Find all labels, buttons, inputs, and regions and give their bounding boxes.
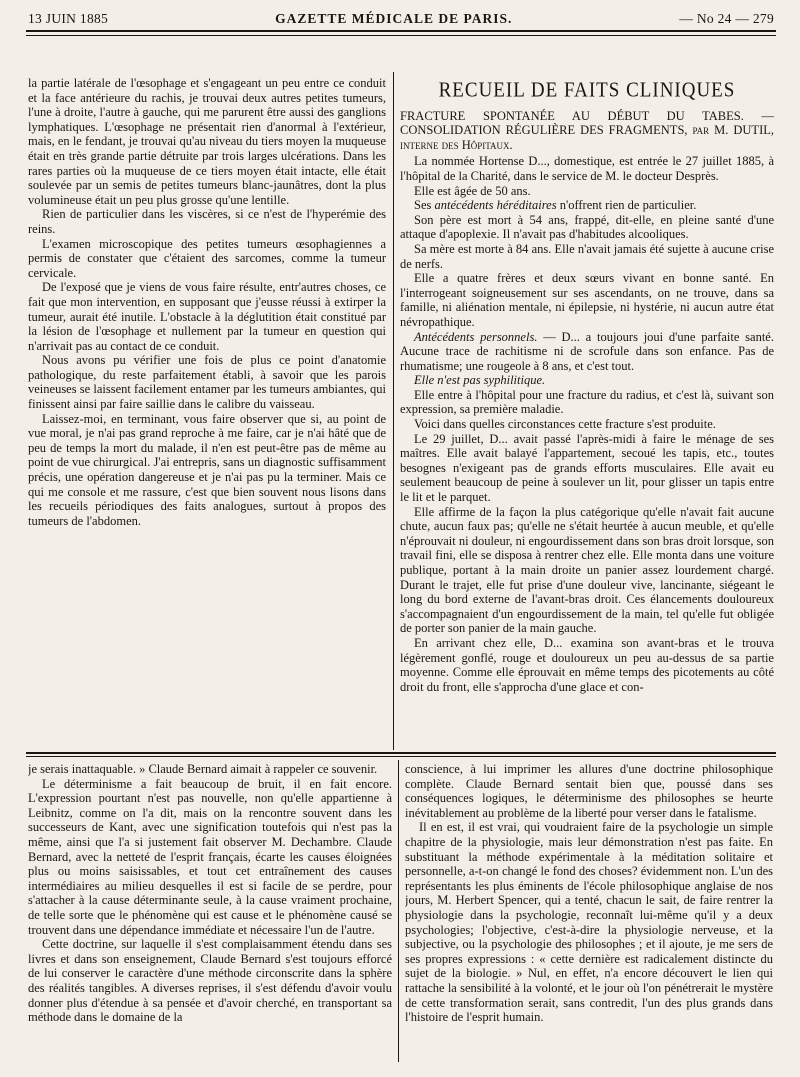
emphasis: antécédents héréditaires: [434, 198, 557, 213]
paragraph: En arrivant chez elle, D... examina son avant-bras et le trouva légèrement gonflé, rouge et douloureux un peu au-dessus de sa partie moyenne. Comme elle éprouvait en même temps des picotements au côté droit du front, elle s'approcha d'une glace et con-: [400, 635, 774, 694]
paragraph: Elle a quatre frères et deux sœurs vivant en bonne santé. En l'interrogeant soigneusement sur ses ascendants, on ne trouve, dans sa famille, ni aliénation mentale, ni épilepsie, ni hystérie, ni aucun autre état névropathique.: [400, 271, 774, 329]
paragraph: Laissez-moi, en terminant, vous faire observer que si, au point de vue moral, je n'ai pas grand reproche à me faire, car je n'ai hâté que de peu de temps la mort du malade, il n'en est peut-être pas de même au point de vue chirurgical. J'ai entrepris, sans un diagnostic suffisamment précis, une opération dangereuse et je n'ai pas pu la terminer. Mais ce qui me console et me rassure, c'est que bien souvent nous lisons dans les recueils périodiques des faits analogues, surtout à propos des tumeurs de l'abdomen.: [28, 411, 386, 528]
paragraph: Il en est, il est vrai, qui voudraient faire de la psychologie un simple chapitre de la physiologie, mais leur démonstration n'est pas faite. En substituant la méthode expérimentale à la méditation solitaire et personnelle, a-t-on changé le fond des choses? évidemment non. L'un des représentants les plus éminents de l'école philosophique anglaise de nos jours, M. Herbert Spencer, qui a tenté, chacun le sait, de faire rentrer la physiologie dans la psychologie, reconnaît lui-même qu'il y a deux psychologies; l'objective, c'est-à-dire la physiologie nerveuse, et la subjective, ou la psychologie des philosophes ; et il ajoute, je me sers de ses propres expressions : « cette dernière est radicalement distincte du sujet de la biologie. » Nul, en effet, n'a encore découvert le lien qui rattache la sensibilité à la volonté, et le jour où l'on pénétrerait le mystère de cette transformation serait, sans contredit, l'un des plus grands dans l'histoire de l'esprit humain.: [405, 820, 773, 1025]
header-rule-thin: [26, 35, 776, 36]
right-bottom-column: [405, 762, 773, 1062]
paragraph: Sa mère est morte à 84 ans. Elle n'avait jamais été sujette à aucune crise de nerfs.: [400, 241, 774, 271]
paragraph: La nommée Hortense D..., domestique, est entrée le 27 juillet 1885, à l'hôpital de la Charité, dans le service de M. le docteur Desprès.: [400, 154, 774, 183]
paragraph: Le 29 juillet, D... avait passé l'après-midi à faire le ménage de ses maîtres. Elle avait balayé l'appartement, secoué les tapis, etc., toutes besognes n'exigeant pas de grands efforts musculaires. Elle avait eu seulement beaucoup de peine à soulever un lit, pour glisser un tapis entre le lit et le parquet.: [400, 431, 774, 505]
left-bottom-column: [28, 762, 392, 1062]
column-divider-top: [393, 72, 394, 750]
header-date: 13 JUIN 1885: [28, 11, 109, 26]
text-run: Ses: [414, 198, 435, 213]
paragraph: [400, 373, 774, 388]
paragraph: De l'exposé que je viens de vous faire résulte, entr'autres choses, ce fait que mon intervention, en supposant que j'eusse réussi à extirper la tumeur, aurait été inutile. L'obstacle à la déglutition était constitué par la lésion de l'œsophage et nullement par la tumeur en question qui n'arrivait pas au contact de ce conduit.: [28, 280, 386, 353]
paragraph: Voici dans quelles circonstances cette fracture s'est produite.: [414, 417, 716, 432]
paragraph: Elle est âgée de 50 ans.: [414, 183, 531, 198]
middle-rule-thin: [26, 756, 776, 757]
paragraph: Elle affirme de la façon la plus catégorique qu'elle n'avait fait aucune chute, aucun faux pas; qu'elle ne s'était heurtée à aucun meuble, et qu'elle n'éprouvait ni douleur, ni engourdissement dans son bras droit lorsque, son travail fini, elle se disposa à rentrer chez elle. Elle monta dans une voiture publique, portant à la main droite un panier assez lourdement chargé. Durant le trajet, elle fut prise d'une douleur vive, lancinante, siégeant le long du bord externe de l'avant-bras droit. Ces élancements douloureux s'accompagnaient d'un engourdissement de la main, tel qu'elle fut obligée de porter son panier de la main gauche.: [400, 504, 774, 636]
paragraph: Elle entre à l'hôpital pour une fracture du radius, et c'est là, suivant son expression, sa première maladie.: [400, 387, 774, 417]
section-title: RECUEIL DE FAITS CLINIQUES: [438, 78, 736, 102]
paragraph: [400, 198, 774, 213]
paragraph: Son père est mort à 54 ans, frappé, dit-elle, en pleine santé d'une attaque d'apoplexie. Il n'avait pas d'habitudes alcooliques.: [400, 212, 774, 242]
header-issue: — No 24 — 279: [679, 11, 774, 26]
column-divider-bottom: [398, 760, 399, 1062]
emphasis: Elle n'est pas syphilitique.: [414, 373, 546, 388]
emphasis: Antécédents personnels.: [414, 329, 538, 344]
right-top-column: [400, 76, 774, 748]
left-top-column: [28, 76, 386, 748]
article-heading: FRACTURE SPONTANÉE AU DÉBUT DU TABES. — CONSOLIDATION RÉGULIÈRE DES FRAGMENTS, par M. DUTIL, interne des Hôpitaux.: [400, 108, 774, 152]
text-run: — D... a toujours joui d'une parfaite santé. Aucune trace de rachitisme ni de scrofule dans son enfance. Pas de rhumatisme; une rougeole à 8 ans, et c'est tout.: [400, 329, 774, 373]
paragraph: conscience, à lui imprimer les allures d'une doctrine philosophique complète. Claude Bernard sentait bien que, poussé dans ses conséquences logiques, le déterminisme des philosophes se heurte inévitablement au problème de la liberté pour verser dans le fatalisme.: [405, 762, 773, 820]
text-run: n'offrent rien de particulier.: [556, 198, 697, 213]
paragraph: L'examen microscopique des petites tumeurs œsophagiennes a permis de constater que c'étaient des sarcomes, comme la tumeur cervicale.: [28, 236, 386, 280]
paragraph: Rien de particulier dans les viscères, si ce n'est de l'hyperémie des reins.: [28, 207, 386, 236]
paragraph: Cette doctrine, sur laquelle il s'est complaisamment étendu dans ses livres et dans son enseignement, Claude Bernard s'est toujours efforcé de lui conserver le caractère d'une méthode circonscrite dans la sphère des réalités tangibles. A diverses reprises, il s'est défendu d'avoir voulu donner plus d'étendue à sa pensée et d'avoir cherché, en transportant sa méthode dans le domaine de la: [28, 937, 392, 1025]
paragraph: Le déterminisme a fait beaucoup de bruit, il en fait encore. L'expression pourtant n'est pas nouvelle, non qu'elle appartienne à Leibnitz, comme on l'a dit, mais on la rencontre souvent dans les successeurs de Kant, avec une signification toutefois qui n'est pas la même, ainsi que l'a si justement fait observer M. Dechambre. Claude Bernard, avec la netteté de l'esprit français, écarte les causes éloignées plus ou moins saisissables, et tout cet entraînement des causes intermédiaires au milieu desquelles il est si facile de se perdre, pour s'attacher à la cause déterminante seule, à la cause vraiment prochaine, de telle sorte que le phénomène qui est cause et le phénomène causé se trouvent dans une dépendance immédiate et nécessaire l'un de l'autre.: [28, 776, 392, 937]
paragraph: Nous avons pu vérifier une fois de plus ce point d'anatomie pathologique, du reste parfaitement établi, à savoir que les parois veineuses se laissent facilement entamer par les tumeurs ambiantes, qui finissent ainsi par faire saillie dans le calibre du vaisseau.: [28, 353, 386, 412]
paragraph: je serais inattaquable. » Claude Bernard aimait à rappeler ce souvenir.: [28, 762, 378, 776]
header-title: GAZETTE MÉDICALE DE PARIS.: [275, 11, 513, 26]
paragraph: [400, 330, 774, 374]
page-header: [28, 8, 774, 30]
paragraph: la partie latérale de l'œsophage et s'engageant un peu entre ce conduit et la face antérieure du rachis, je trouvai deux autres petites tumeurs, l'une à droite, l'autre à gauche, qui me parurent être aussi des ganglions lymphatiques. L'œsophage ne présentait rien d'anormal à l'extérieur, mais, en le fendant, je trouvai qu'au niveau du tiers moyen la muqueuse était en très grande partie détruite par trois larges ulcérations. Dans les rares parties où la muqueuse de ce tiers moyen était intacte, elle était soulevée par un semis de petites tumeurs blanc-jaunâtres, dont la plus volumineuse était un peu plus grosse qu'une lentille.: [28, 76, 386, 207]
header-rule: [26, 30, 776, 32]
middle-rule: [26, 752, 776, 754]
